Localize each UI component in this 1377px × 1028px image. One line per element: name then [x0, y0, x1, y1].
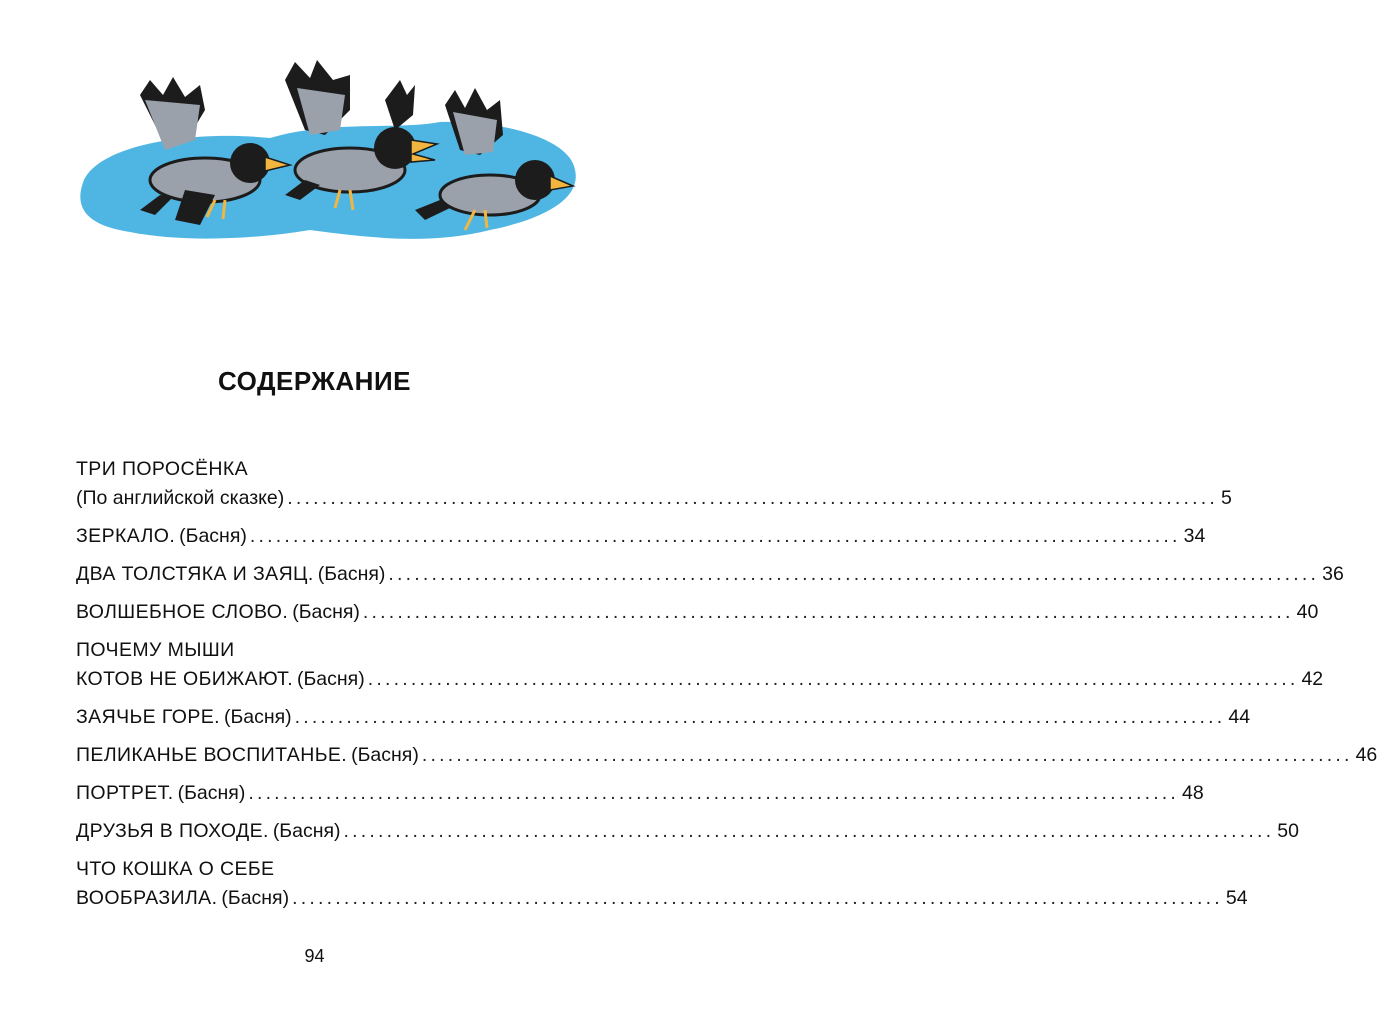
- toc-entry-subtitle: (По английской сказке): [76, 487, 285, 509]
- toc-entry-title-line: ПОЧЕМУ МЫШИ: [76, 639, 235, 661]
- dot-leader: ............................................................................................................: [343, 820, 1275, 842]
- toc-entry[interactable]: [76, 560, 1344, 589]
- dot-leader: ............................................................................................................: [248, 782, 1180, 804]
- table-of-contents: [76, 455, 1377, 922]
- toc-entry-title: ДВА ТОЛСТЯКА И ЗАЯЦ.: [76, 563, 314, 585]
- toc-page-number: 44: [1228, 706, 1251, 728]
- toc-entry-title: ВОЛШЕБНОЕ СЛОВО.: [76, 601, 289, 623]
- toc-entry-title: ПЕЛИКАНЬЕ ВОСПИТАНЬЕ.: [76, 744, 348, 766]
- toc-entry-subtitle: (Басня): [317, 563, 386, 585]
- toc-page-number: 36: [1322, 563, 1344, 585]
- toc-entry-subtitle: (Басня): [179, 525, 247, 547]
- dot-leader: ............................................................................................................: [249, 525, 1181, 547]
- flying-crows-drawing: [70, 60, 580, 270]
- page-number: 94: [304, 946, 325, 966]
- toc-entry[interactable]: [76, 522, 1206, 551]
- toc-entry-title-line: ТРИ ПОРОСЁНКА: [76, 458, 249, 480]
- toc-entry[interactable]: [76, 455, 1232, 513]
- toc-page-number: 42: [1301, 668, 1324, 690]
- dot-leader: ............................................................................................................: [294, 706, 1226, 728]
- toc-page-number: 50: [1277, 820, 1299, 842]
- toc-entry[interactable]: [76, 703, 1251, 732]
- toc-entry-subtitle: (Басня): [272, 820, 341, 842]
- toc-page-number: 48: [1182, 782, 1204, 804]
- toc-entry-title: ЗАЯЧЬЕ ГОРЕ.: [76, 706, 220, 728]
- toc-page-number: 46: [1355, 744, 1377, 766]
- toc-entry[interactable]: [76, 598, 1319, 627]
- toc-entry-subtitle: (Басня): [177, 782, 246, 804]
- toc-entry[interactable]: [76, 636, 1324, 694]
- page-title: СОДЕРЖАНИЕ: [218, 366, 411, 396]
- toc-entry-subtitle: (Басня): [223, 706, 292, 728]
- toc-entry-title: ВООБРАЗИЛА.: [76, 887, 218, 909]
- toc-entry[interactable]: [76, 779, 1204, 808]
- dot-leader: ............................................................................................................: [421, 744, 1353, 766]
- toc-page-number: 40: [1296, 601, 1319, 623]
- toc-entry[interactable]: [76, 817, 1299, 846]
- toc-page-number: 34: [1183, 525, 1206, 547]
- toc-entry-subtitle: (Басня): [221, 887, 290, 909]
- dot-leader: ............................................................................................................: [367, 668, 1299, 690]
- crows-illustration: [70, 60, 580, 270]
- toc-entry[interactable]: [76, 741, 1377, 770]
- toc-entry-subtitle: (Басня): [292, 601, 360, 623]
- toc-entry-subtitle: (Басня): [351, 744, 419, 766]
- dot-leader: ............................................................................................................: [287, 487, 1218, 509]
- toc-page-number: 54: [1225, 887, 1248, 909]
- toc-entry-title: ЗЕРКАЛО.: [76, 525, 176, 547]
- dot-leader: ............................................................................................................: [388, 563, 1320, 585]
- toc-entry-title: КОТОВ НЕ ОБИЖАЮТ.: [76, 668, 294, 690]
- toc-entry-title-line: ЧТО КОШКА О СЕБЕ: [76, 858, 275, 880]
- dot-leader: ............................................................................................................: [292, 887, 1223, 909]
- toc-entry-title: ДРУЗЬЯ В ПОХОДЕ.: [76, 820, 269, 842]
- toc-entry-subtitle: (Басня): [297, 668, 365, 690]
- toc-entry[interactable]: [76, 855, 1248, 913]
- toc-page-number: 5: [1220, 487, 1232, 509]
- toc-entry-title: ПОРТРЕТ.: [76, 782, 174, 804]
- dot-leader: ............................................................................................................: [362, 601, 1294, 623]
